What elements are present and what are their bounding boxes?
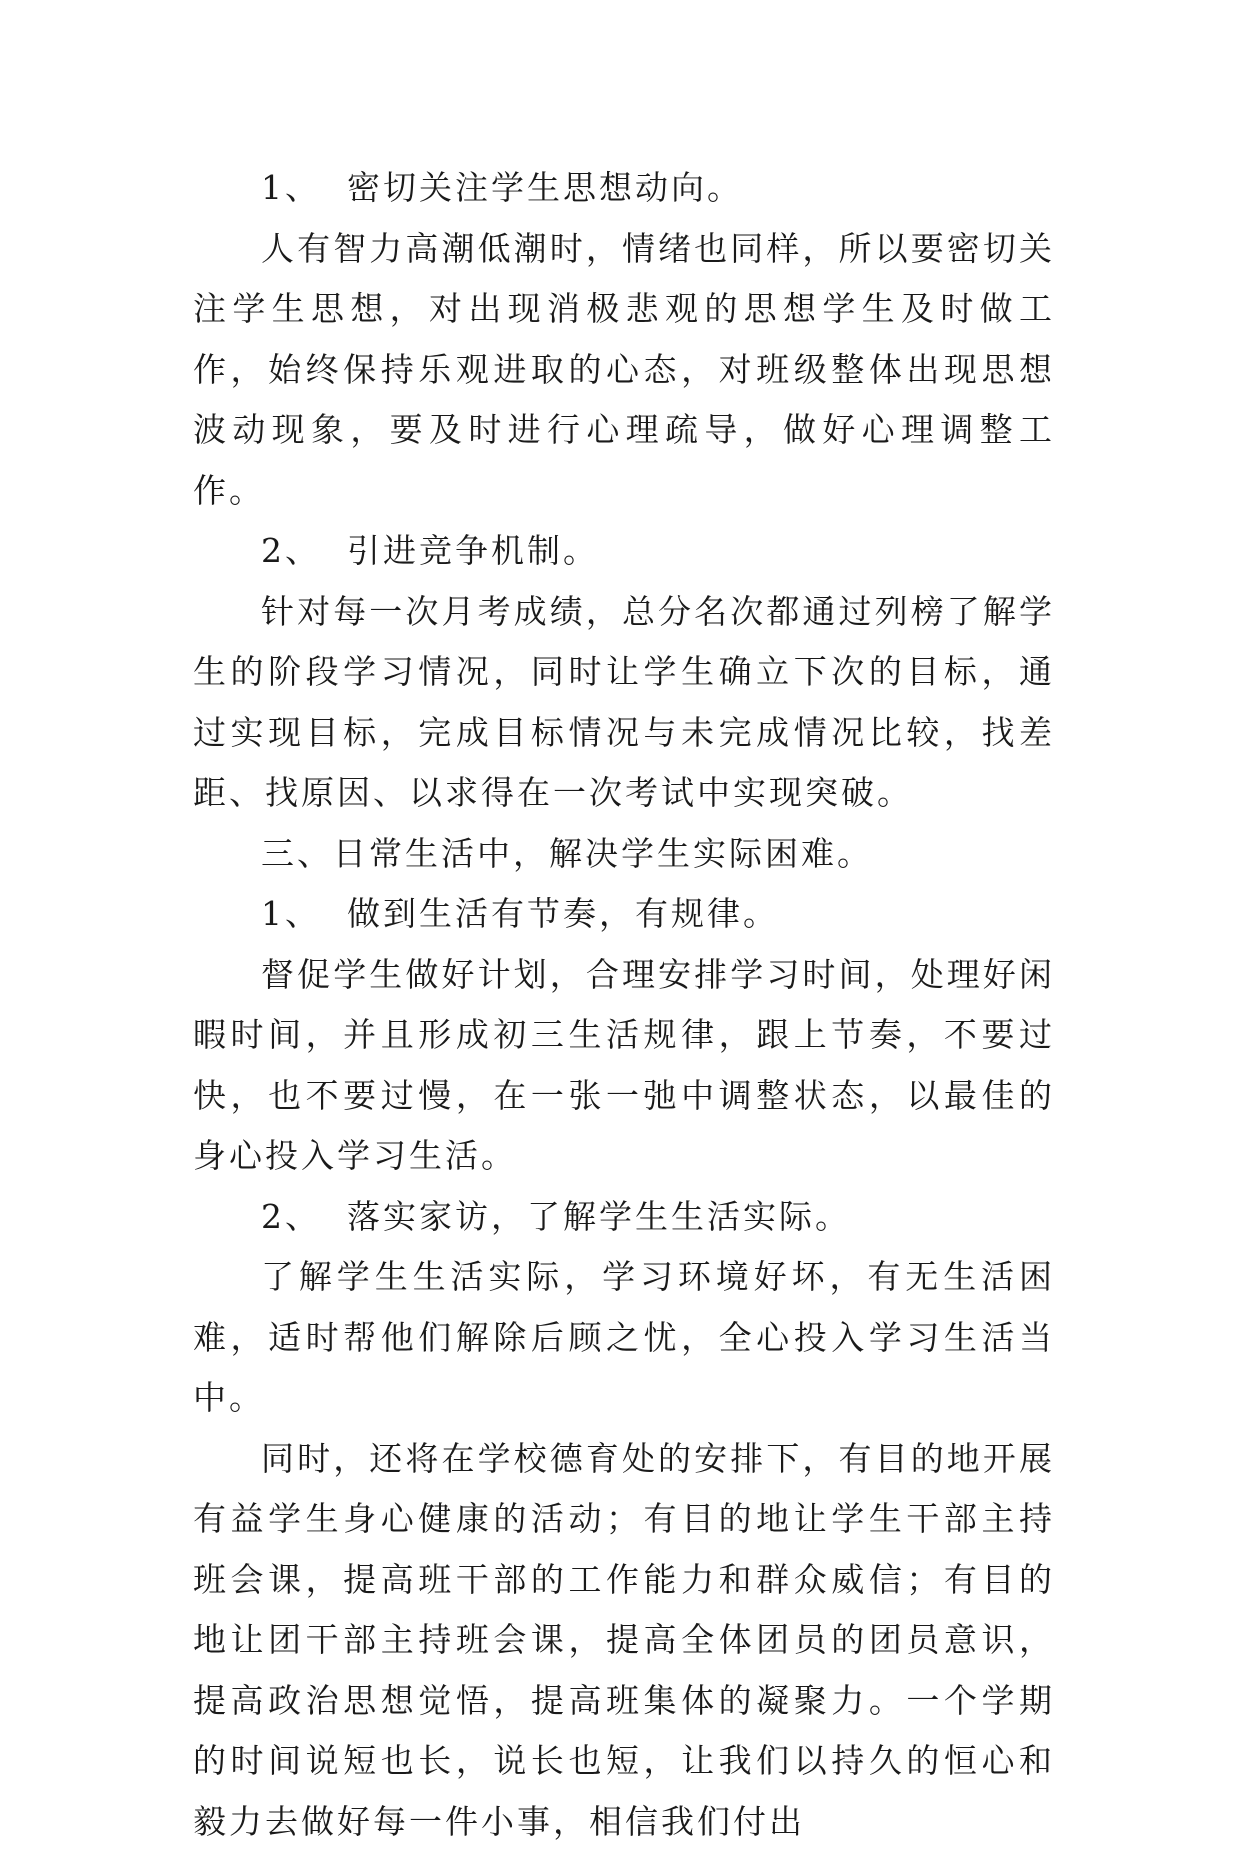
subheading-number: 1、 <box>261 894 321 933</box>
subheading-number: 2、 <box>261 531 321 570</box>
paragraph: 人有智力高潮低潮时，情绪也同样，所以要密切关注学生思想，对出现消极悲观的思想学生及时做工作，始终保持乐观进取的心态，对班级整体出现思想波动现象，要及时进行心理疏导，做好心理调整工作。 <box>193 219 1055 522</box>
paragraph: 同时，还将在学校德育处的安排下，有目的地开展有益学生身心健康的活动；有目的地让学生干部主持班会课，提高班干部的工作能力和群众威信；有目的地让团干部主持班会课，提高全体团员的团员意识，提高政治思想觉悟，提高班集体的凝聚力。一个学期的时间说短也长，说长也短，让我们以持久的恒心和毅力去做好每一件小事，相信我们付出 <box>193 1429 1055 1852</box>
subheading-text: 引进竞争机制。 <box>347 531 599 570</box>
subheading-1 <box>193 158 1055 219</box>
subheading-number: 2、 <box>261 1197 321 1236</box>
subheading-text: 做到生活有节奏，有规律。 <box>347 894 779 933</box>
section-heading: 三、日常生活中，解决学生实际困难。 <box>193 824 1055 885</box>
subheading-text: 密切关注学生思想动向。 <box>347 168 743 207</box>
subheading-2 <box>193 1187 1055 1248</box>
subheading-2 <box>193 521 1055 582</box>
subheading-text: 落实家访，了解学生生活实际。 <box>347 1197 851 1236</box>
paragraph: 针对每一次月考成绩，总分名次都通过列榜了解学生的阶段学习情况，同时让学生确立下次的目标，通过实现目标，完成目标情况与未完成情况比较，找差距、找原因、以求得在一次考试中实现突破。 <box>193 582 1055 824</box>
subheading-1 <box>193 884 1055 945</box>
subheading-number: 1、 <box>261 168 321 207</box>
paragraph: 督促学生做好计划，合理安排学习时间，处理好闲暇时间，并且形成初三生活规律，跟上节奏，不要过快，也不要过慢，在一张一弛中调整状态，以最佳的身心投入学习生活。 <box>193 945 1055 1187</box>
document-body <box>193 158 1055 1852</box>
paragraph: 了解学生生活实际，学习环境好坏，有无生活困难，适时帮他们解除后顾之忧，全心投入学习生活当中。 <box>193 1247 1055 1429</box>
